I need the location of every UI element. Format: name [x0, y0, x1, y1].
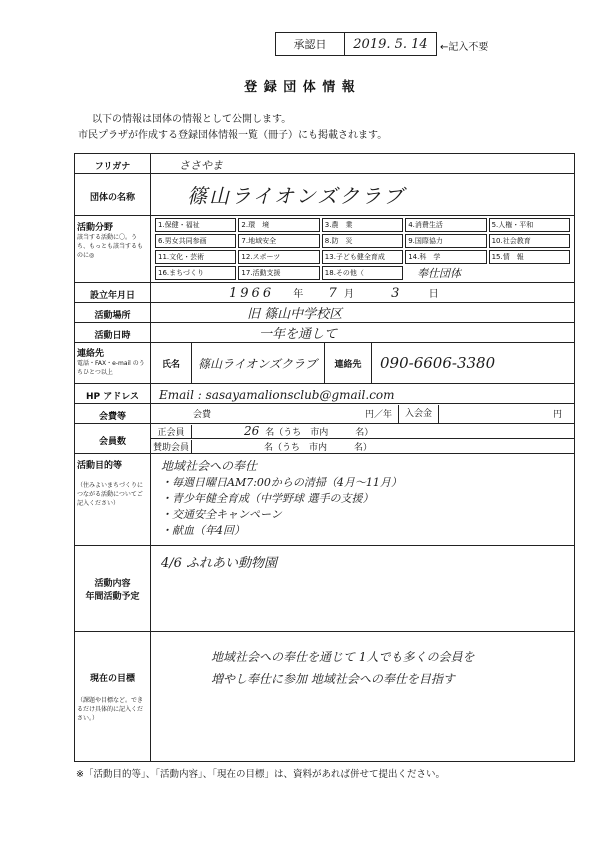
purpose-value-cell — [151, 454, 575, 546]
members-label-cell — [75, 424, 151, 454]
hp-value-cell — [151, 384, 575, 404]
members-label: 会員数 — [98, 437, 126, 447]
location-value-cell — [151, 303, 575, 323]
category-item[interactable]: 5.人権・平和 — [489, 218, 570, 232]
location-label: 活動場所 — [94, 311, 131, 321]
page-title: 登 録 団 体 情 報 — [244, 80, 356, 95]
support-member-label: 賛助会員 — [151, 440, 192, 453]
category-item[interactable]: 6.男女共同参画 — [155, 234, 236, 248]
fee-label: 会費 — [193, 410, 212, 420]
contact-info-label: 連絡先 — [325, 343, 372, 383]
category-item[interactable]: 13.子ども健全育成 — [322, 250, 403, 264]
regular-member-label: 正会員 — [151, 425, 192, 438]
category-item[interactable]: 11.文化・芸術 — [155, 250, 236, 264]
content-value-cell — [151, 546, 575, 632]
content-label: 活動内容 — [94, 578, 131, 589]
goal-label: 現在の目標 — [89, 673, 135, 684]
category-item[interactable]: 4.消費生活 — [405, 218, 486, 232]
established-year: 1966 — [229, 285, 275, 301]
category-item[interactable]: 7.地域安全 — [238, 234, 319, 248]
purpose-note: （住みよいまちづくりにつながる活動についてご記入ください） — [77, 482, 143, 507]
purpose-line-1: 地域社会への奉仕 — [161, 459, 258, 473]
schedule-label-cell — [75, 323, 151, 343]
category-item[interactable]: 12.スポーツ — [238, 250, 319, 264]
established-day: 3 — [391, 285, 400, 301]
category-item[interactable]: 3.農 業 — [322, 218, 403, 232]
activity-field-grid-cell — [151, 216, 575, 283]
fees-value-cell — [151, 404, 575, 424]
purpose-label-cell — [75, 454, 151, 546]
category-item[interactable]: 14.科 学 — [405, 250, 486, 264]
furigana-label-cell — [75, 154, 151, 174]
activity-field-label-cell — [75, 216, 151, 283]
members-value-cell — [151, 424, 575, 454]
category-item[interactable] — [489, 266, 570, 280]
furigana-value-cell — [151, 154, 575, 174]
contact-value-cell — [151, 343, 575, 384]
intro-line-1: 以下の情報は団体の情報として公開します。 — [92, 114, 292, 125]
fee-unit: 円／年 — [365, 410, 393, 420]
location-label-cell — [75, 303, 151, 323]
contact-note: 電話・FAX・e-mail のうちひとつ以上 — [77, 360, 145, 376]
footer-note: ※「活動目的等」、「活動内容」、「現在の目標」は、資料があれば併せて提出ください。 — [76, 769, 445, 780]
hp-label-cell — [75, 384, 151, 404]
activity-field-note: 該当する活動に〇。うち、もっとも該当するものに◎ — [77, 234, 144, 259]
established-day-unit: 日 — [428, 288, 439, 300]
regular-member-value: 26 — [244, 424, 260, 438]
category-item[interactable]: 1.保健・福祉 — [155, 218, 236, 232]
support-member-suffix: 名（うち 市内 名） — [264, 442, 373, 453]
category-item[interactable]: 17.活動支援 — [238, 266, 319, 280]
fees-label: 会費等 — [98, 412, 126, 422]
activity-field-label: 活動分野 — [77, 223, 114, 233]
furigana-label: フリガナ — [94, 162, 131, 172]
entry-fee-label: 入会金 — [398, 405, 439, 423]
contact-info-value: 090-6606-3380 — [380, 354, 496, 372]
category-item[interactable]: 2.環 境 — [238, 218, 319, 232]
purpose-line-5: ・献血（年4回） — [161, 524, 245, 537]
approval-label: 承認日 — [276, 33, 345, 55]
schedule-value: 一年を通して — [259, 327, 338, 342]
established-label-cell — [75, 283, 151, 303]
purpose-line-2: ・毎週日曜日AM7:00からの清掃（4月〜11月） — [161, 476, 402, 489]
contact-name-label: 氏名 — [151, 343, 192, 383]
content-value: 4/6 ふれあい動物園 — [161, 556, 278, 571]
registration-form — [74, 153, 575, 762]
schedule-value-cell — [151, 323, 575, 343]
goal-value-cell — [151, 632, 575, 762]
category-grid — [155, 218, 570, 280]
hp-value: Email : sasayamalionsclub@gmail.com — [159, 388, 395, 402]
established-month-unit: 月 — [343, 288, 354, 300]
location-value: 旧 篠山中学校区 — [247, 307, 343, 322]
established-value-cell — [151, 283, 575, 303]
contact-label-cell — [75, 343, 151, 384]
content-label-cell — [75, 546, 151, 632]
regular-member-suffix: 名（うち 市内 名） — [265, 427, 374, 438]
org-name-label-cell — [75, 174, 151, 216]
established-month: 7 — [328, 285, 337, 301]
org-name-value-cell — [151, 174, 575, 216]
entry-fee-unit: 円 — [552, 410, 562, 420]
purpose-label: 活動目的等 — [77, 461, 123, 471]
goal-label-cell — [75, 632, 151, 762]
approval-date: 2019. 5. 14 — [353, 36, 428, 52]
established-year-unit: 年 — [293, 288, 304, 300]
no-entry-note: ←記入不要 — [440, 42, 489, 53]
hp-label: HP アドレス — [86, 392, 139, 402]
fees-label-cell — [75, 404, 151, 424]
goal-note: （課題や目標など。できるだけ具体的に記入ください。） — [77, 696, 144, 722]
category-item[interactable]: 18.その他（ — [322, 266, 403, 280]
contact-name-value: 篠山ライオンズクラブ — [192, 343, 325, 383]
other-value: 奉仕団体 — [417, 267, 461, 280]
category-item[interactable]: 8.防 災 — [322, 234, 403, 248]
category-item[interactable]: 10.社会教育 — [489, 234, 570, 248]
goal-line-1: 地域社会への奉仕を通じて 1人でも多くの会員を — [211, 650, 475, 664]
purpose-line-3: ・青少年健全育成（中学野球 選手の支援） — [161, 492, 374, 505]
furigana-value: ささやま — [179, 159, 223, 172]
category-item[interactable]: 9.国際協力 — [405, 234, 486, 248]
content-schedule-label: 年間活動予定 — [85, 591, 140, 602]
org-name-label: 団体の名称 — [89, 193, 135, 203]
purpose-line-4: ・交通安全キャンペーン — [161, 508, 282, 521]
schedule-label: 活動日時 — [94, 331, 131, 341]
established-label: 設立年月日 — [89, 291, 135, 301]
category-item[interactable]: 16.まちづくり — [155, 266, 236, 280]
intro-line-2: 市民プラザが作成する登録団体情報一覧（冊子）にも掲載されます。 — [78, 130, 388, 141]
approval-box — [275, 32, 437, 56]
category-item[interactable]: 15.情 報 — [489, 250, 570, 264]
goal-line-2: 増やし奉仕に参加 地域社会への奉仕を目指す — [211, 672, 455, 686]
org-name-value: 篠山ライオンズクラブ — [187, 184, 406, 208]
contact-label: 連絡先 — [77, 349, 105, 359]
